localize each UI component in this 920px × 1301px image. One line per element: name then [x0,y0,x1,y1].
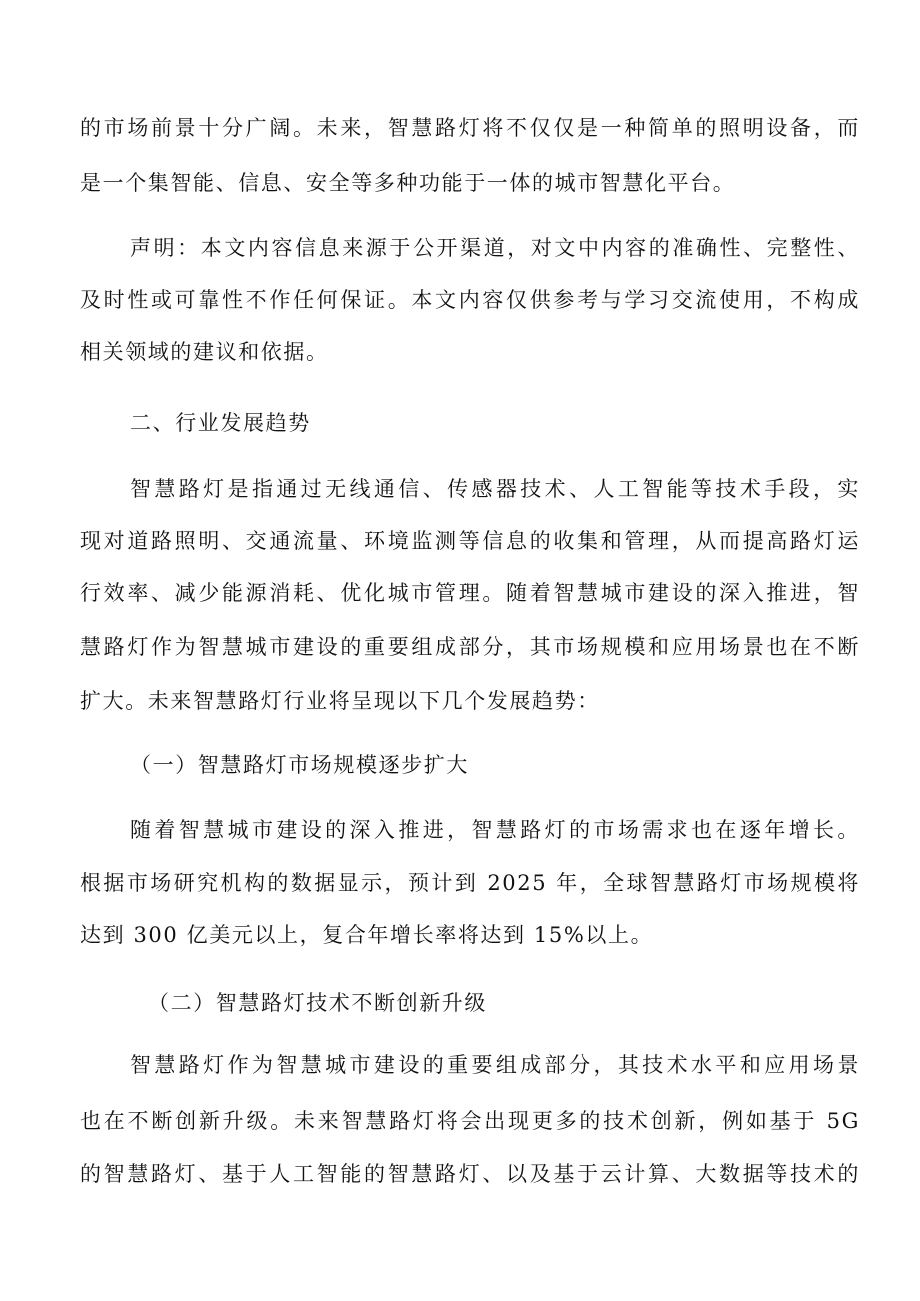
paragraph-intro-line-2: 是一个集智能、信息、安全等多种功能于一体的城市智慧化平台。 [80,171,736,195]
subheading-market-scale: （一）智慧路灯市场规模逐步扩大 [130,753,469,777]
paragraph-intro-line-1: 的市场前景十分广阔。未来，智慧路灯将不仅仅是一种简单的照明设备，而 [80,116,860,140]
technology-paragraph-line-1: 智慧路灯作为智慧城市建设的重要组成部分，其技术水平和应用场景 [130,1053,860,1077]
section-heading: 二、行业发展趋势 [130,411,311,435]
disclaimer-line-3: 相关领域的建议和依据。 [80,340,329,364]
section-paragraph-line-5: 扩大。未来智慧路灯行业将呈现以下几个发展趋势： [80,689,600,713]
market-paragraph-line-3: 达到 300 亿美元以上，复合年增长率将达到 15%以上。 [80,923,654,947]
subheading-technology-innovation: （二）智慧路灯技术不断创新升级 [148,991,487,1015]
disclaimer-line-1: 声明：本文内容信息来源于公开渠道，对文中内容的准确性、完整性、 [130,236,860,260]
market-paragraph-line-1: 随着智慧城市建设的深入推进，智慧路灯的市场需求也在逐年增长。 [130,818,860,842]
section-paragraph-line-2: 现对道路照明、交通流量、环境监测等信息的收集和管理，从而提高路灯运 [80,529,860,553]
section-paragraph-line-1: 智慧路灯是指通过无线通信、传感器技术、人工智能等技术手段，实 [130,477,860,501]
technology-paragraph-line-2: 也在不断创新升级。未来智慧路灯将会出现更多的技术创新，例如基于 5G [80,1109,860,1133]
section-paragraph-line-4: 慧路灯作为智慧城市建设的重要组成部分，其市场规模和应用场景也在不断 [80,635,860,659]
market-paragraph-line-2: 根据市场研究机构的数据显示，预计到 2025 年，全球智慧路灯市场规模将 [80,871,860,895]
disclaimer-line-2: 及时性或可靠性不作任何保证。本文内容仅供参考与学习交流使用，不构成 [80,288,860,312]
technology-paragraph-line-3: 的智慧路灯、基于人工智能的智慧路灯、以及基于云计算、大数据等技术的 [80,1162,860,1186]
section-paragraph-line-3: 行效率、减少能源消耗、优化城市管理。随着智慧城市建设的深入推进，智 [80,581,860,605]
